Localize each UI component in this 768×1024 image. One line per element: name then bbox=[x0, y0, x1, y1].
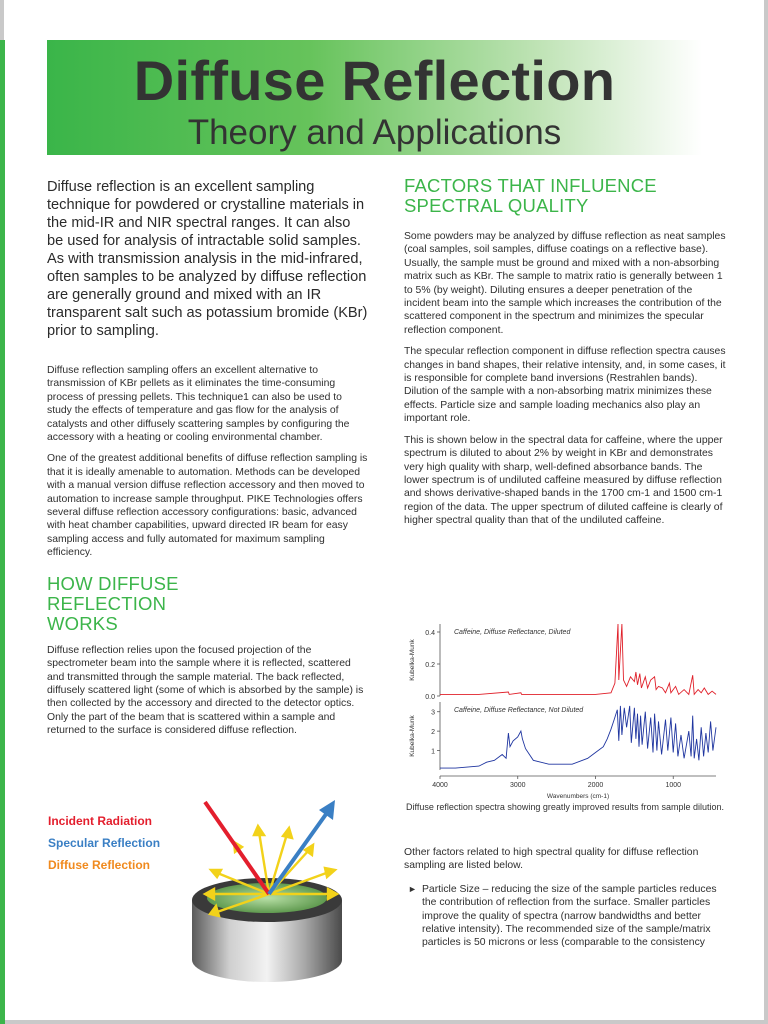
spectra-svg bbox=[404, 620, 726, 802]
y-tick-label: 0.2 bbox=[425, 662, 435, 669]
x-tick-label: 4000 bbox=[432, 782, 448, 789]
accent-strip bbox=[0, 40, 5, 1024]
reflection-illustration bbox=[47, 792, 369, 992]
left-paragraph-1: Diffuse reflection sampling offers an excellent alternative to transmission of KBr pellets as it eliminates the time-consuming process of pressing pellets. This technique1 can also be used to study the effects of temperature and gas flow for the analysis of catalysts and other diffusely scattering samples by configuring the accessory with a heating or cooling environmental chamber. bbox=[47, 365, 350, 444]
left-paragraph-3: Diffuse reflection relies upon the focused projection of the spectrometer beam into the sample where it is reflected, scattered and transmitted through the sample material. The back reflected, diffusely scattered light (some of which is absorbed by the sample) is then collected by the accessory and directed to the detector optics. Only the part of the beam that is scattered within a sample and returned to the surface is considered diffuse reflection. bbox=[47, 644, 364, 737]
y-tick-label: 1 bbox=[431, 748, 435, 756]
bullet-text-particle-size: Particle Size – reducing the size of the sample particles reduces the contribution of reflection from the surface. Smaller particles improve the quality of spectra (narrow bandwidths and better relative intensity). The recommended size of the sample/matrix particles is 50 microns or less (comparable to the consistency bbox=[422, 883, 717, 949]
caffeine-spectra-chart bbox=[404, 620, 726, 802]
x-tick-label: 2000 bbox=[587, 782, 604, 789]
page-title: Diffuse Reflection bbox=[133, 49, 616, 112]
series-label-1: Caffeine, Diffuse Reflectance, Diluted bbox=[454, 629, 571, 636]
page-subtitle: Theory and Applications bbox=[187, 113, 562, 152]
y-axis-label: Kubelka-Munk bbox=[409, 715, 416, 757]
x-tick-label: 3000 bbox=[509, 782, 526, 789]
bullet-arrow-icon: ► bbox=[408, 883, 417, 894]
x-tick-label: 1000 bbox=[665, 782, 682, 789]
right-column bbox=[404, 176, 726, 536]
legend-specular: Specular Reflection bbox=[48, 836, 161, 850]
right-paragraph-2: The specular reflection component in diffuse reflection spectra causes changes in band shapes, their relative intensity, and, in some cases, it is responsible for complete band inversions (Restrahlen bands). Dilution of the sample with a non-absorbing matrix minimizes these effects. Particle size and sample loading mechanics also play an important role. bbox=[404, 346, 726, 425]
x-axis-label: Wavenumbers (cm-1) bbox=[546, 793, 610, 800]
right-paragraph-4: Other factors related to high spectral quality for diffuse reflection sampling are listed below. bbox=[404, 847, 699, 872]
intro-paragraph: Diffuse reflection is an excellent sampling technique for powdered or crystalline materials in the mid-IR and NIR spectral ranges. It can also be used for analysis of intractable solid samples. As with transmission analysis in the mid-infrared, often samples to be analyzed by diffuse reflection are generally ground and mixed with an IR transparent salt such as potassium bromide (KBr) prior to sampling. bbox=[47, 179, 368, 339]
series-label-2: Caffeine, Diffuse Reflectance, Not Diluted bbox=[454, 707, 584, 714]
right-paragraph-1: Some powders may be analyzed by diffuse reflection as neat samples (coal samples, soil samples, diffuse coatings on a reflective base). Usually, the sample must be ground and mixed with a non-absorbing matrix such as KBr. The sample to matrix ratio is generally between 1 to 5% (by weight). Diluting ensures a deeper penetration of the incident beam into the sample which increases the contribution of the scattered component in the spectrum and minimizes the specular reflection component. bbox=[404, 231, 726, 336]
series-line-2 bbox=[440, 706, 716, 768]
legend-incident: Incident Radiation bbox=[48, 814, 153, 828]
section-heading-how: HOW DIFFUSE REFLECTION WORKS bbox=[47, 572, 179, 634]
y-axis-label: Kubelka-Munk bbox=[409, 639, 416, 681]
chart-caption: Diffuse reflection spectra showing greatly improved results from sample dilution. bbox=[406, 802, 724, 812]
list-item bbox=[404, 883, 726, 950]
right-paragraph-3: This is shown below in the spectral data for caffeine, where the upper spectrum is diluted to about 2% by weight in KBr and demonstrates very high quality with sharp, well-defined absorbance bands. The lower spectrum is of undiluted caffeine measured by diffuse reflection and shows derivative-shaped bands in the 1700 cm-1 and 1500 cm-1 region of the data. The upper spectrum of diluted caffeine is clearly of higher spectral quality than that of the undiluted caffeine. bbox=[404, 434, 723, 527]
y-tick-label: 0.0 bbox=[425, 694, 435, 701]
y-tick-label: 2 bbox=[431, 729, 435, 737]
y-tick-label: 0.4 bbox=[425, 630, 435, 637]
diffuse-reflection-diagram bbox=[47, 792, 369, 992]
legend-diffuse: Diffuse Reflection bbox=[48, 858, 151, 872]
left-column bbox=[47, 178, 369, 746]
left-paragraph-2: One of the greatest additional benefits of diffuse reflection sampling is that it is ideally amenable to automation. Methods can be developed with a manual version diffuse reflection accessory and then moved to automation to increase sample throughput. PIKE Technologies offers several diffuse reflection accessory configurations: basic, advanced with heat chamber capabilities, upward directed IR beam for easy sampling access and fully automated for maximum sampling efficiency. bbox=[47, 453, 368, 559]
section-heading-factors: FACTORS THAT INFLUENCE SPECTRAL QUALITY bbox=[404, 175, 657, 216]
y-tick-label: 3 bbox=[431, 709, 435, 717]
title-banner bbox=[47, 40, 702, 155]
specular-arrow bbox=[269, 800, 335, 894]
factors-list-section bbox=[404, 846, 726, 950]
